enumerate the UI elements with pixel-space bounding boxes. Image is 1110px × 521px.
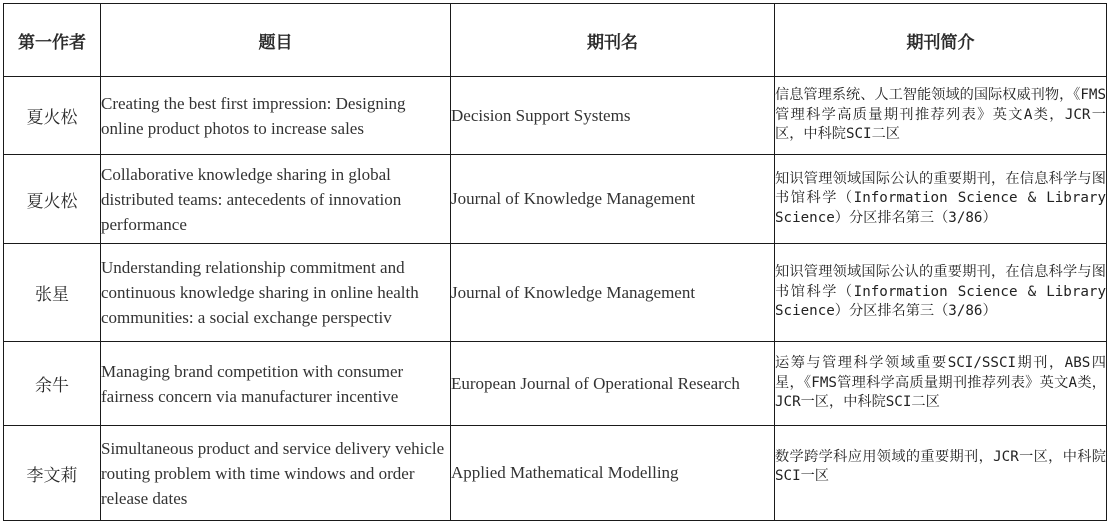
intro-cell: 数学跨学科应用领域的重要期刊，JCR一区，中科院SCI一区 — [775, 426, 1107, 521]
author-cell: 夏火松 — [4, 77, 101, 155]
journal-cell: Applied Mathematical Modelling — [451, 426, 775, 521]
header-intro: 期刊简介 — [775, 4, 1107, 77]
header-journal: 期刊名 — [451, 4, 775, 77]
table-row — [4, 155, 1107, 244]
header-row — [4, 4, 1107, 77]
author-cell: 张星 — [4, 244, 101, 342]
title-cell: Creating the best first impression: Designing online product photos to increase sales — [101, 77, 451, 155]
intro-cell: 信息管理系统、人工智能领域的国际权威刊物，《FMS管理科学高质量期刊推荐列表》英文A类，JCR一区，中科院SCI二区 — [775, 77, 1107, 155]
author-cell: 余牛 — [4, 342, 101, 426]
intro-cell: 知识管理领域国际公认的重要期刊，在信息科学与图书馆科学（Information Science & Library Science）分区排名第三（3/86） — [775, 244, 1107, 342]
journal-cell: Journal of Knowledge Management — [451, 155, 775, 244]
publications-table — [3, 3, 1107, 521]
title-cell: Understanding relationship commitment and continuous knowledge sharing in online health communities: a social exchange perspectiv — [101, 244, 451, 342]
table-row — [4, 244, 1107, 342]
author-cell: 夏火松 — [4, 155, 101, 244]
table-row — [4, 426, 1107, 521]
journal-cell: European Journal of Operational Research — [451, 342, 775, 426]
journal-cell: Journal of Knowledge Management — [451, 244, 775, 342]
intro-cell: 知识管理领域国际公认的重要期刊，在信息科学与图书馆科学（Information Science & Library Science）分区排名第三（3/86） — [775, 155, 1107, 244]
title-cell: Collaborative knowledge sharing in global distributed teams: antecedents of innovation performance — [101, 155, 451, 244]
author-cell: 李文莉 — [4, 426, 101, 521]
journal-cell: Decision Support Systems — [451, 77, 775, 155]
intro-cell: 运筹与管理科学领域重要SCI/SSCI期刊，ABS四星，《FMS管理科学高质量期刊推荐列表》英文A类，JCR一区，中科院SCI二区 — [775, 342, 1107, 426]
table-row — [4, 342, 1107, 426]
header-title: 题目 — [101, 4, 451, 77]
table-row — [4, 77, 1107, 155]
title-cell: Managing brand competition with consumer fairness concern via manufacturer incentive — [101, 342, 451, 426]
header-author: 第一作者 — [4, 4, 101, 77]
title-cell: Simultaneous product and service delivery vehicle routing problem with time windows and order release dates — [101, 426, 451, 521]
